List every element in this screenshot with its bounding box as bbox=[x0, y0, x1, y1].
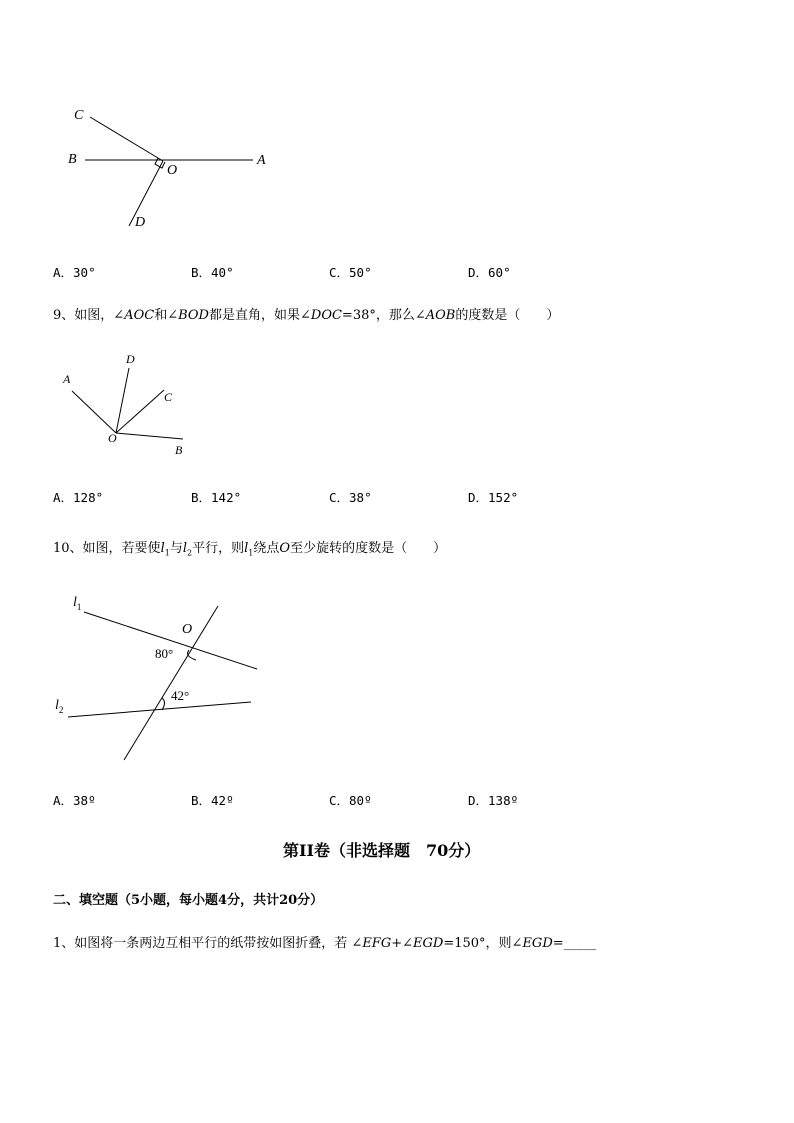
q9-option-d[interactable]: D．152° bbox=[468, 490, 519, 505]
answer-blank[interactable]: =_____ bbox=[552, 936, 597, 951]
ray-oc bbox=[90, 117, 163, 161]
part-title: 二、填空题（5小题，每小题4分，共计20分） bbox=[53, 893, 324, 908]
angle-egd: ∠EGD bbox=[402, 936, 444, 951]
figure-q10 bbox=[60, 590, 270, 770]
q8-option-c[interactable]: C．50° bbox=[329, 265, 372, 280]
label-d: D bbox=[126, 352, 135, 366]
label-l2: $l_2$ bbox=[55, 698, 64, 715]
label-c: C bbox=[164, 390, 173, 404]
q10-option-a[interactable]: A．38º bbox=[53, 793, 96, 808]
q8-option-b[interactable]: B．40° bbox=[191, 265, 234, 280]
question-9: 9、如图，∠AOC和∠BOD都是直角，如果∠DOC=38°，那么∠AOB的度数是（ ） bbox=[53, 308, 560, 323]
label-o: O bbox=[108, 431, 117, 445]
line-l2 bbox=[68, 702, 251, 717]
q10-option-b[interactable]: B．42º bbox=[191, 793, 234, 808]
fill1-number: 1、 bbox=[53, 936, 75, 951]
label-l1: $l_1$ bbox=[73, 595, 82, 612]
question-10: 10、如图，若要使$l_1$与$l_2$平行，则$l_1$绕点O至少旋转的度数是（ ） bbox=[53, 541, 447, 558]
angle-bod: ∠BOD bbox=[167, 308, 209, 323]
q10-option-c[interactable]: C．80º bbox=[329, 793, 372, 808]
label-o: O bbox=[182, 622, 193, 637]
label-a: A bbox=[257, 153, 266, 168]
fill-question-1: 1、如图将一条两边互相平行的纸带按如图折叠，若 ∠EFG+∠EGD=150°，则∠EGD=_____ bbox=[53, 936, 597, 951]
angle-doc: ∠DOC bbox=[300, 308, 342, 323]
label-b: B bbox=[68, 152, 77, 167]
angle-efg: ∠EFG bbox=[351, 936, 392, 951]
q9-option-b[interactable]: B．142° bbox=[191, 490, 242, 505]
transversal bbox=[124, 606, 218, 760]
angle-egd-answer: ∠EGD bbox=[511, 936, 553, 951]
label-a: A bbox=[63, 372, 71, 386]
label-angle-80: 80° bbox=[155, 646, 174, 661]
q9-number: 9、 bbox=[53, 308, 75, 323]
ray-oa bbox=[72, 391, 116, 433]
angle-aob: ∠AOB bbox=[414, 308, 456, 323]
arc-80 bbox=[188, 650, 196, 660]
arc-42 bbox=[162, 698, 165, 710]
angle-aoc: ∠AOC bbox=[113, 308, 155, 323]
q8-option-a[interactable]: A．30° bbox=[53, 265, 96, 280]
q10-number: 10、 bbox=[53, 541, 83, 556]
q8-option-d[interactable]: D．60° bbox=[468, 265, 511, 280]
ray-ob bbox=[116, 433, 183, 439]
section-title: 第II卷（非选择题 70分） bbox=[283, 841, 481, 860]
q9-option-a[interactable]: A．128° bbox=[53, 490, 104, 505]
q10-option-d[interactable]: D．138º bbox=[468, 793, 519, 808]
label-o: O bbox=[167, 163, 178, 178]
label-b: B bbox=[175, 443, 183, 457]
label-angle-42: 42° bbox=[171, 688, 190, 703]
label-c: C bbox=[74, 108, 84, 123]
label-d: D bbox=[135, 215, 146, 230]
q9-option-c[interactable]: C．38° bbox=[329, 490, 372, 505]
